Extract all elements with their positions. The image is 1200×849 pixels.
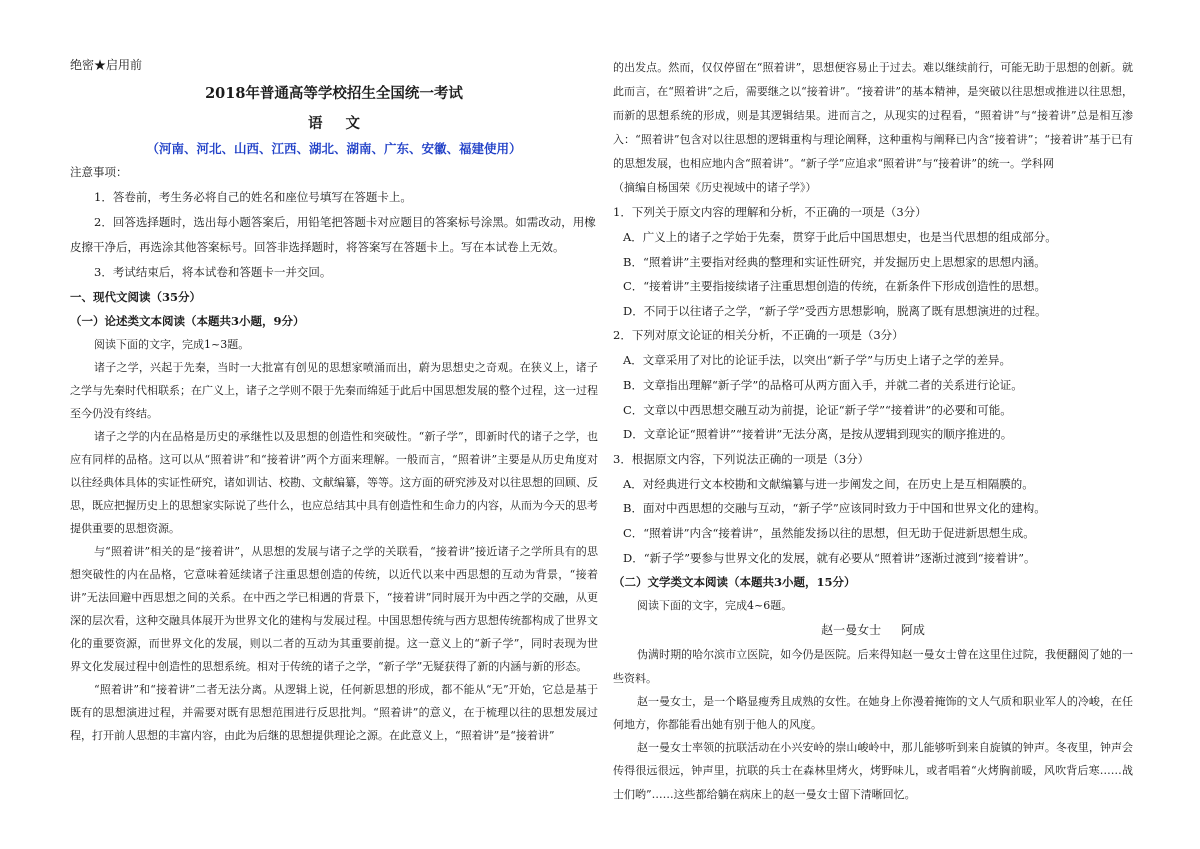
- right-column: [613, 56, 1133, 806]
- passage-paragraph: “照着讲”和“接着讲”二者无法分离。从逻辑上说，任何新思想的形成，都不能从“无”开始，它总是基于既有的思想演进过程，并需要对既有思想范围进行反思批判。“照着讲”的意义，在于梳理以往的思想发展过程，打开前人思想的丰富内容，由此为后继的思想提供理论之源。在此意义上，“照着讲”是“接着讲”: [70, 683, 598, 743]
- question-3: [613, 447, 1133, 570]
- story-title: 赵一曼女士: [821, 623, 882, 638]
- answer-option: C．“接着讲”主要指接续诸子注重思想创造的传统，在新条件下形成创造性的思想。: [623, 279, 1047, 294]
- exam-title: 2018年普通高等学校招生全国统一考试: [205, 85, 463, 102]
- section-heading: 一、现代文阅读（35分）: [70, 290, 202, 304]
- subsection-heading: （二）文学类文本阅读（本题共3小题，15分）: [613, 575, 856, 590]
- answer-option: D．不同于以往诸子之学，“新子学”受西方思想影响，脱离了既有思想演进的过程。: [623, 303, 1047, 318]
- answer-option: A．文章采用了对比的论证手法，以突出“新子学”与历史上诸子之学的差异。: [623, 353, 1012, 368]
- question-stem: 2．下列对原文论证的相关分析，不正确的一项是（3分）: [613, 328, 904, 343]
- answer-option: D．“新子学”要参与世界文化的发展，就有必要从“照着讲”逐渐过渡到“接着讲”。: [623, 550, 1036, 565]
- passage-continuation: 的出发点。然而，仅仅停留在“照着讲”，思想便容易止于过去。难以继续前行，可能无助于思想的创新。就此而言，在“照着讲”之后，需要继之以“接着讲”。“接着讲”的基本精神，是突破以往思想或推进以往思想，而新的思想系统的形成，则是其逻辑结果。进而言之，从现实的过程看，“照着讲”与“接着讲”总是相互渗入：“照着讲”包含对以往思想的逻辑重构与理论阐释，这种重构与阐释已内含“接着讲”；“接着讲”基于已有的思想发展，也相应地内含“照着讲”。“新子学”应追求“照着讲”与“接着讲”的统一。学科网: [613, 61, 1133, 170]
- passage-source: （摘编自杨国荣《历史视域中的诸子学》）: [613, 181, 817, 194]
- story-author: 阿成: [900, 623, 925, 638]
- story-paragraph: 伪满时期的哈尔滨市立医院，如今仍是医院。后来得知赵一曼女士曾在这里住过院，我便翻阅了她的一些资料。: [613, 648, 1133, 685]
- passage-paragraph: 与“照着讲”相关的是“接着讲”，从思想的发展与诸子之学的关联看，“接着讲”接近诸子之学所具有的思想突破性的内在品格，它意味着延续诸子注重思想创造的传统，以近代以来中西思想的互动为背景，“接着讲”无法回避中西思想之间的关系。在中西之学已相遇的背景下，“接着讲”同时展开为中西之学的交融，从更深的层次看，这种交融具体展开为世界文化的建构与发展过程。中国思想传统与西方思想传统都构成了世界文化的重要资源，而世界文化的发展，则以二者的互动为其重要前提。这一意义上的“新子学”，同时表现为世界文化发展过程中创造性的思想系统。相对于传统的诸子之学，“新子学”无疑获得了新的内涵与新的形态。: [70, 545, 598, 674]
- reading-instruction: 阅读下面的文字，完成1~3题。: [94, 338, 250, 351]
- question-1: [613, 200, 1133, 323]
- subject-title: 语 文: [307, 115, 361, 132]
- left-column: [70, 56, 598, 747]
- question-stem: 3．根据原文内容，下列说法正确的一项是（3分）: [613, 451, 870, 466]
- answer-option: B．面对中西思想的交融与互动，“新子学”应该同时致力于中国和世界文化的建构。: [623, 501, 1046, 516]
- passage-paragraph: 诸子之学，兴起于先秦，当时一大批富有创见的思想家喷涌而出，蔚为思想史之奇观。在狭义上，诸子之学与先秦时代相联系；在广义上，诸子之学则不限于先秦而绵延于此后中国思想发展的整个过程，这一过程至今仍没有终结。: [70, 361, 598, 421]
- subsection-heading: （一）论述类文本阅读（本题共3小题，9分）: [70, 314, 305, 328]
- note-item: 1．答卷前，考生务必将自己的姓名和座位号填写在答题卡上。: [94, 190, 412, 204]
- answer-option: B．“照着讲”主要指对经典的整理和实证性研究，并发掘历史上思想家的思想内涵。: [623, 254, 1046, 269]
- question-stem: 1．下列关于原文内容的理解和分析，不正确的一项是（3分）: [613, 205, 927, 219]
- answer-option: A．对经典进行文本校勘和文献编纂与进一步阐发之间，在历史上是互相隔膜的。: [623, 476, 1034, 491]
- notes-title: 注意事项：: [70, 165, 128, 179]
- note-item: 3．考试结束后，将本试卷和答题卡一并交回。: [94, 265, 332, 279]
- confidential-mark: 绝密★启用前: [70, 58, 143, 72]
- question-2: [613, 323, 1133, 446]
- passage-paragraph: 诸子之学的内在品格是历史的承继性以及思想的创造性和突破性。“新子学”，即新时代的诸子之学，也应有同样的品格。这可以从“照着讲”和“接着讲”两个方面来理解。一般而言，“照着讲”主要是从历史角度对以往经典体具体的实证性研究，诸如训诂、校勘、文献编纂，等等。这方面的研究涉及对以往思想的回顾、反思，既应把握历史上的思想家实际说了些什么，也应总结其中具有创造性和生命力的内容，从而为今天的思考提供重要的思想资源。: [70, 430, 598, 536]
- answer-option: C．文章以中西思想交融互动为前提，论证“新子学”“接着讲”的必要和可能。: [623, 402, 1012, 417]
- note-item: 2．回答选择题时，选出每小题答案后，用铅笔把答题卡对应题目的答案标号涂黑。如需改动，用橡皮擦干净后，再选涂其他答案标号。回答非选择题时，将答案写在答题卡上。写在本试卷上无效。: [70, 215, 596, 254]
- provinces-note: （河南、河北、山西、江西、湖北、湖南、广东、安徽、福建使用）: [146, 141, 522, 156]
- answer-option: A．广义上的诸子之学始于先秦，贯穿于此后中国思想史，也是当代思想的组成部分。: [623, 230, 1057, 244]
- answer-option: B．文章指出理解“新子学”的品格可从两方面入手，并就二者的关系进行论证。: [623, 377, 1023, 392]
- answer-option: D．文章论证“照着讲”“接着讲”无法分离，是按从逻辑到现实的顺序推进的。: [623, 427, 1013, 442]
- story-paragraph: 赵一曼女士，是一个略显瘦秀且成熟的女性。在她身上你漫着掩饰的文人气质和职业军人的冷峻，在任何地方，你都能看出她有别于他人的风度。: [613, 694, 1133, 731]
- reading-instruction: 阅读下面的文字，完成4~6题。: [637, 599, 793, 613]
- story-title-line: [613, 617, 1133, 643]
- story-paragraph: 赵一曼女士率领的抗联活动在小兴安岭的崇山峻岭中，那儿能够听到来自旋镇的钟声。冬夜里，钟声会传得很远很远，钟声里，抗联的兵士在森林里烤火，烤野味儿，或者唱着“火烤胸前暖，风吹背后寒……战士们哟”……这些都给躺在病床上的赵一曼女士留下清晰回忆。: [613, 741, 1133, 801]
- answer-option: C．“照着讲”内含“接着讲”，虽然能发扬以往的思想，但无助于促进新思想生成。: [623, 525, 1035, 540]
